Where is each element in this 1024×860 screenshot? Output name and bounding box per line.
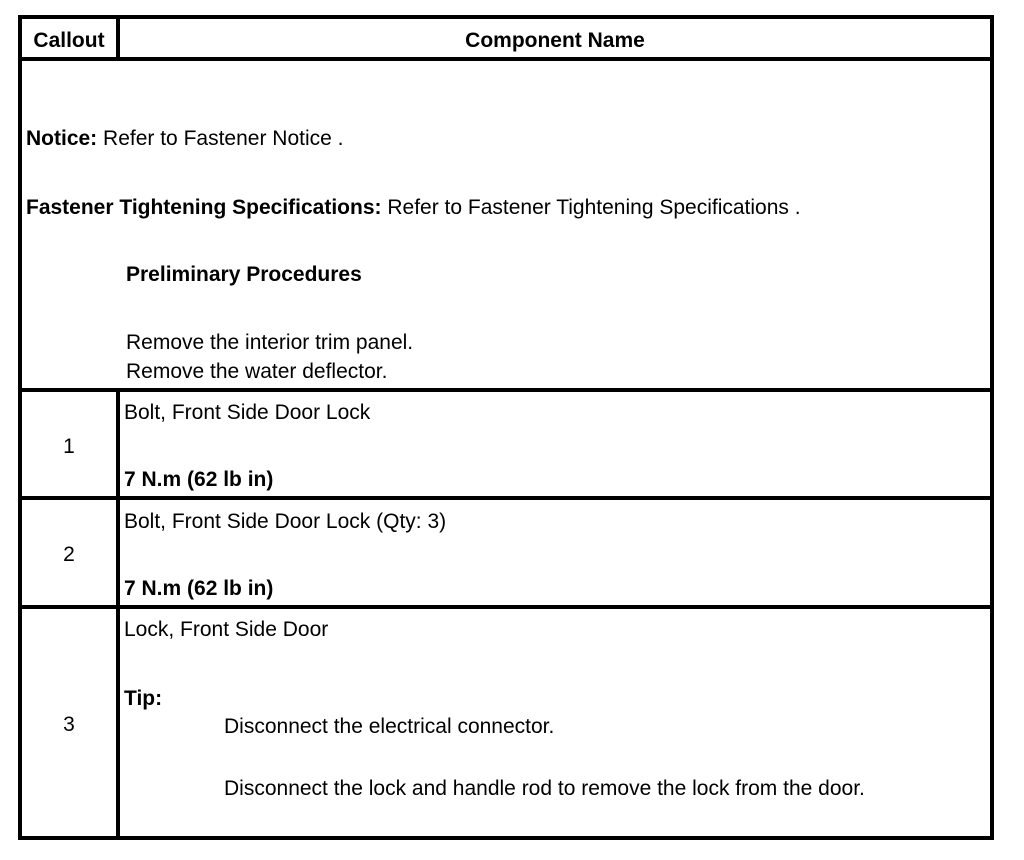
- notice-text: Refer to Fastener Notice .: [103, 127, 344, 150]
- callout-3: 3: [63, 713, 75, 736]
- row-3-tip: Disconnect the electrical connector.: [224, 715, 555, 738]
- header-callout: Callout: [33, 29, 105, 52]
- row-2-divider: [22, 605, 990, 609]
- callout-2: 2: [63, 543, 75, 566]
- preliminary-step: Remove the interior trim panel.: [126, 331, 414, 354]
- notice-line: [26, 127, 343, 151]
- header-divider: [22, 57, 990, 61]
- row-1-divider: [22, 496, 990, 500]
- callout-1: 1: [63, 435, 75, 458]
- fastener-spec-line: [26, 196, 801, 220]
- row-3-name: Lock, Front Side Door: [124, 618, 329, 641]
- header-component-name: Component Name: [465, 29, 645, 52]
- preliminary-step: Remove the water deflector.: [126, 360, 388, 383]
- row-2-name: Bolt, Front Side Door Lock (Qty: 3): [124, 510, 447, 533]
- component-table: [18, 15, 994, 840]
- row-1-torque: 7 N.m (62 lb in): [124, 468, 274, 491]
- preliminary-procedures-title: Preliminary Procedures: [126, 263, 362, 286]
- rows-column-divider: [116, 388, 120, 840]
- row-3-tip-label: Tip:: [124, 687, 163, 710]
- row-2-torque: 7 N.m (62 lb in): [124, 577, 274, 600]
- row-3-tip: Disconnect the lock and handle rod to remove the lock from the door.: [224, 777, 865, 800]
- row-1-name: Bolt, Front Side Door Lock: [124, 401, 371, 424]
- fastener-spec-text: Refer to Fastener Tightening Specifications .: [387, 196, 801, 219]
- intro-divider: [22, 388, 990, 392]
- header-column-divider: [116, 19, 120, 57]
- fastener-spec-label: Fastener Tightening Specifications:: [26, 196, 382, 219]
- notice-label: Notice:: [26, 127, 98, 150]
